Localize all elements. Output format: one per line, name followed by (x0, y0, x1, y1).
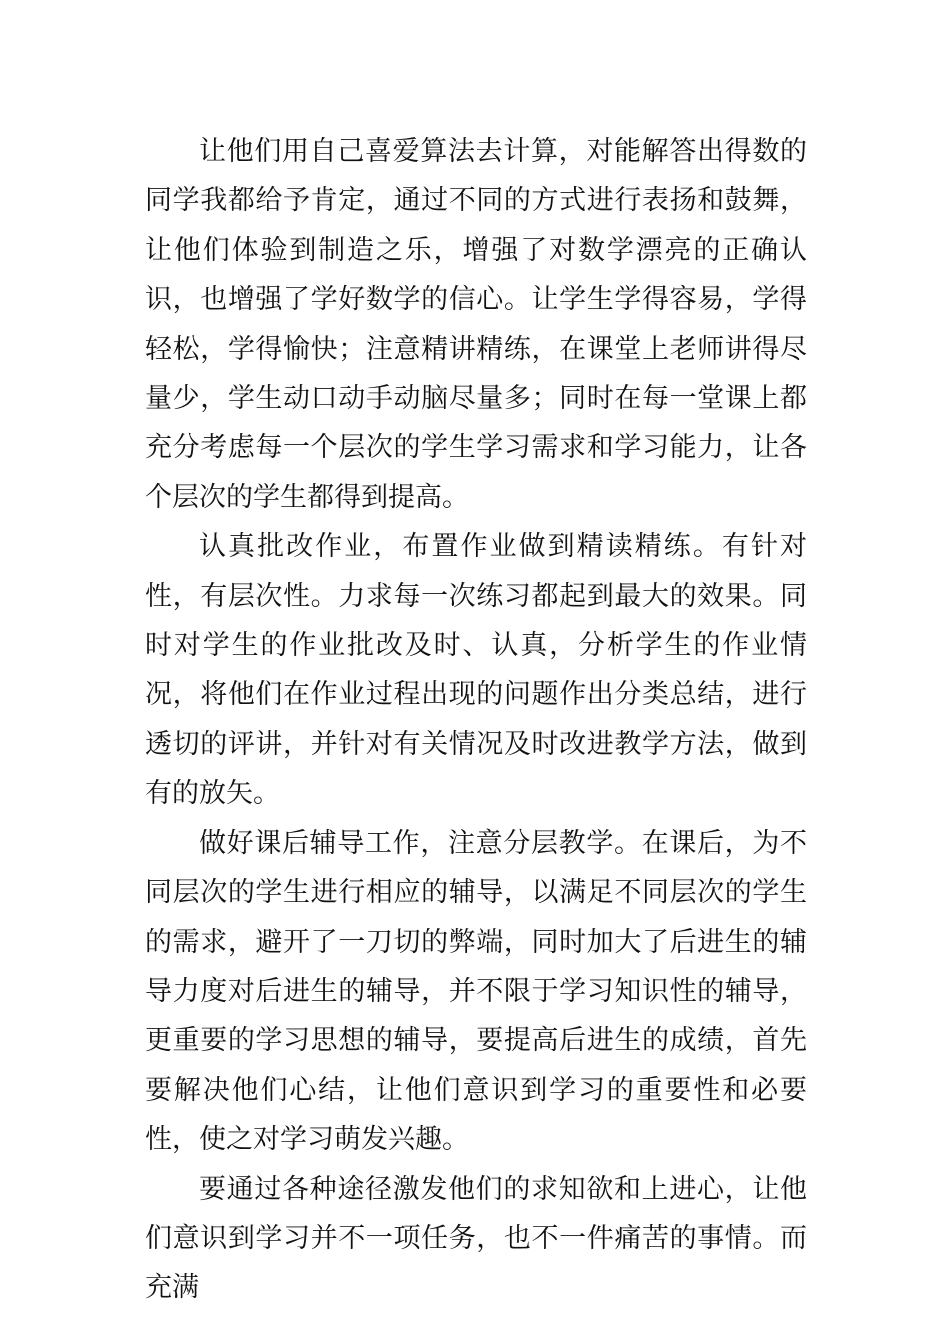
paragraph-4: 要通过各种途径激发他们的求知欲和上进心，让他们意识到学习并不一项任务，也不一件痛苦的事情。而充满 (145, 1173, 807, 1304)
paragraph-1: 让他们用自己喜爱算法去计算，对能解答出得数的同学我都给予肯定，通过不同的方式进行表扬和鼓舞，让他们体验到制造之乐，增强了对数学漂亮的正确认识，也增强了学好数学的信心。让学生学得容易，学得轻松，学得愉快；注意精讲精练，在课堂上老师讲得尽量少，学生动口动手动脑尽量多；同时在每一堂课上都充分考虑每一个层次的学生学习需求和学习能力，让各个层次的学生都得到提高。 (145, 136, 807, 513)
paragraph-3: 做好课后辅导工作，注意分层教学。在课后，为不同层次的学生进行相应的辅导，以满足不同层次的学生的需求，避开了一刀切的弊端，同时加大了后进生的辅导力度对后进生的辅导，并不限于学习知识性的辅导，更重要的学习思想的辅导，要提高后进生的成绩，首先要解决他们心结，让他们意识到学习的重要性和必要性，使之对学习萌发兴趣。 (145, 827, 807, 1156)
paragraph-2: 认真批改作业，布置作业做到精读精练。有针对性，有层次性。力求每一次练习都起到最大的效果。同时对学生的作业批改及时、认真，分析学生的作业情况，将他们在作业过程出现的问题作出分类总结，进行透切的评讲，并针对有关情况及时改进教学方法，做到有的放矢。 (145, 531, 807, 810)
document-body (145, 127, 807, 1313)
